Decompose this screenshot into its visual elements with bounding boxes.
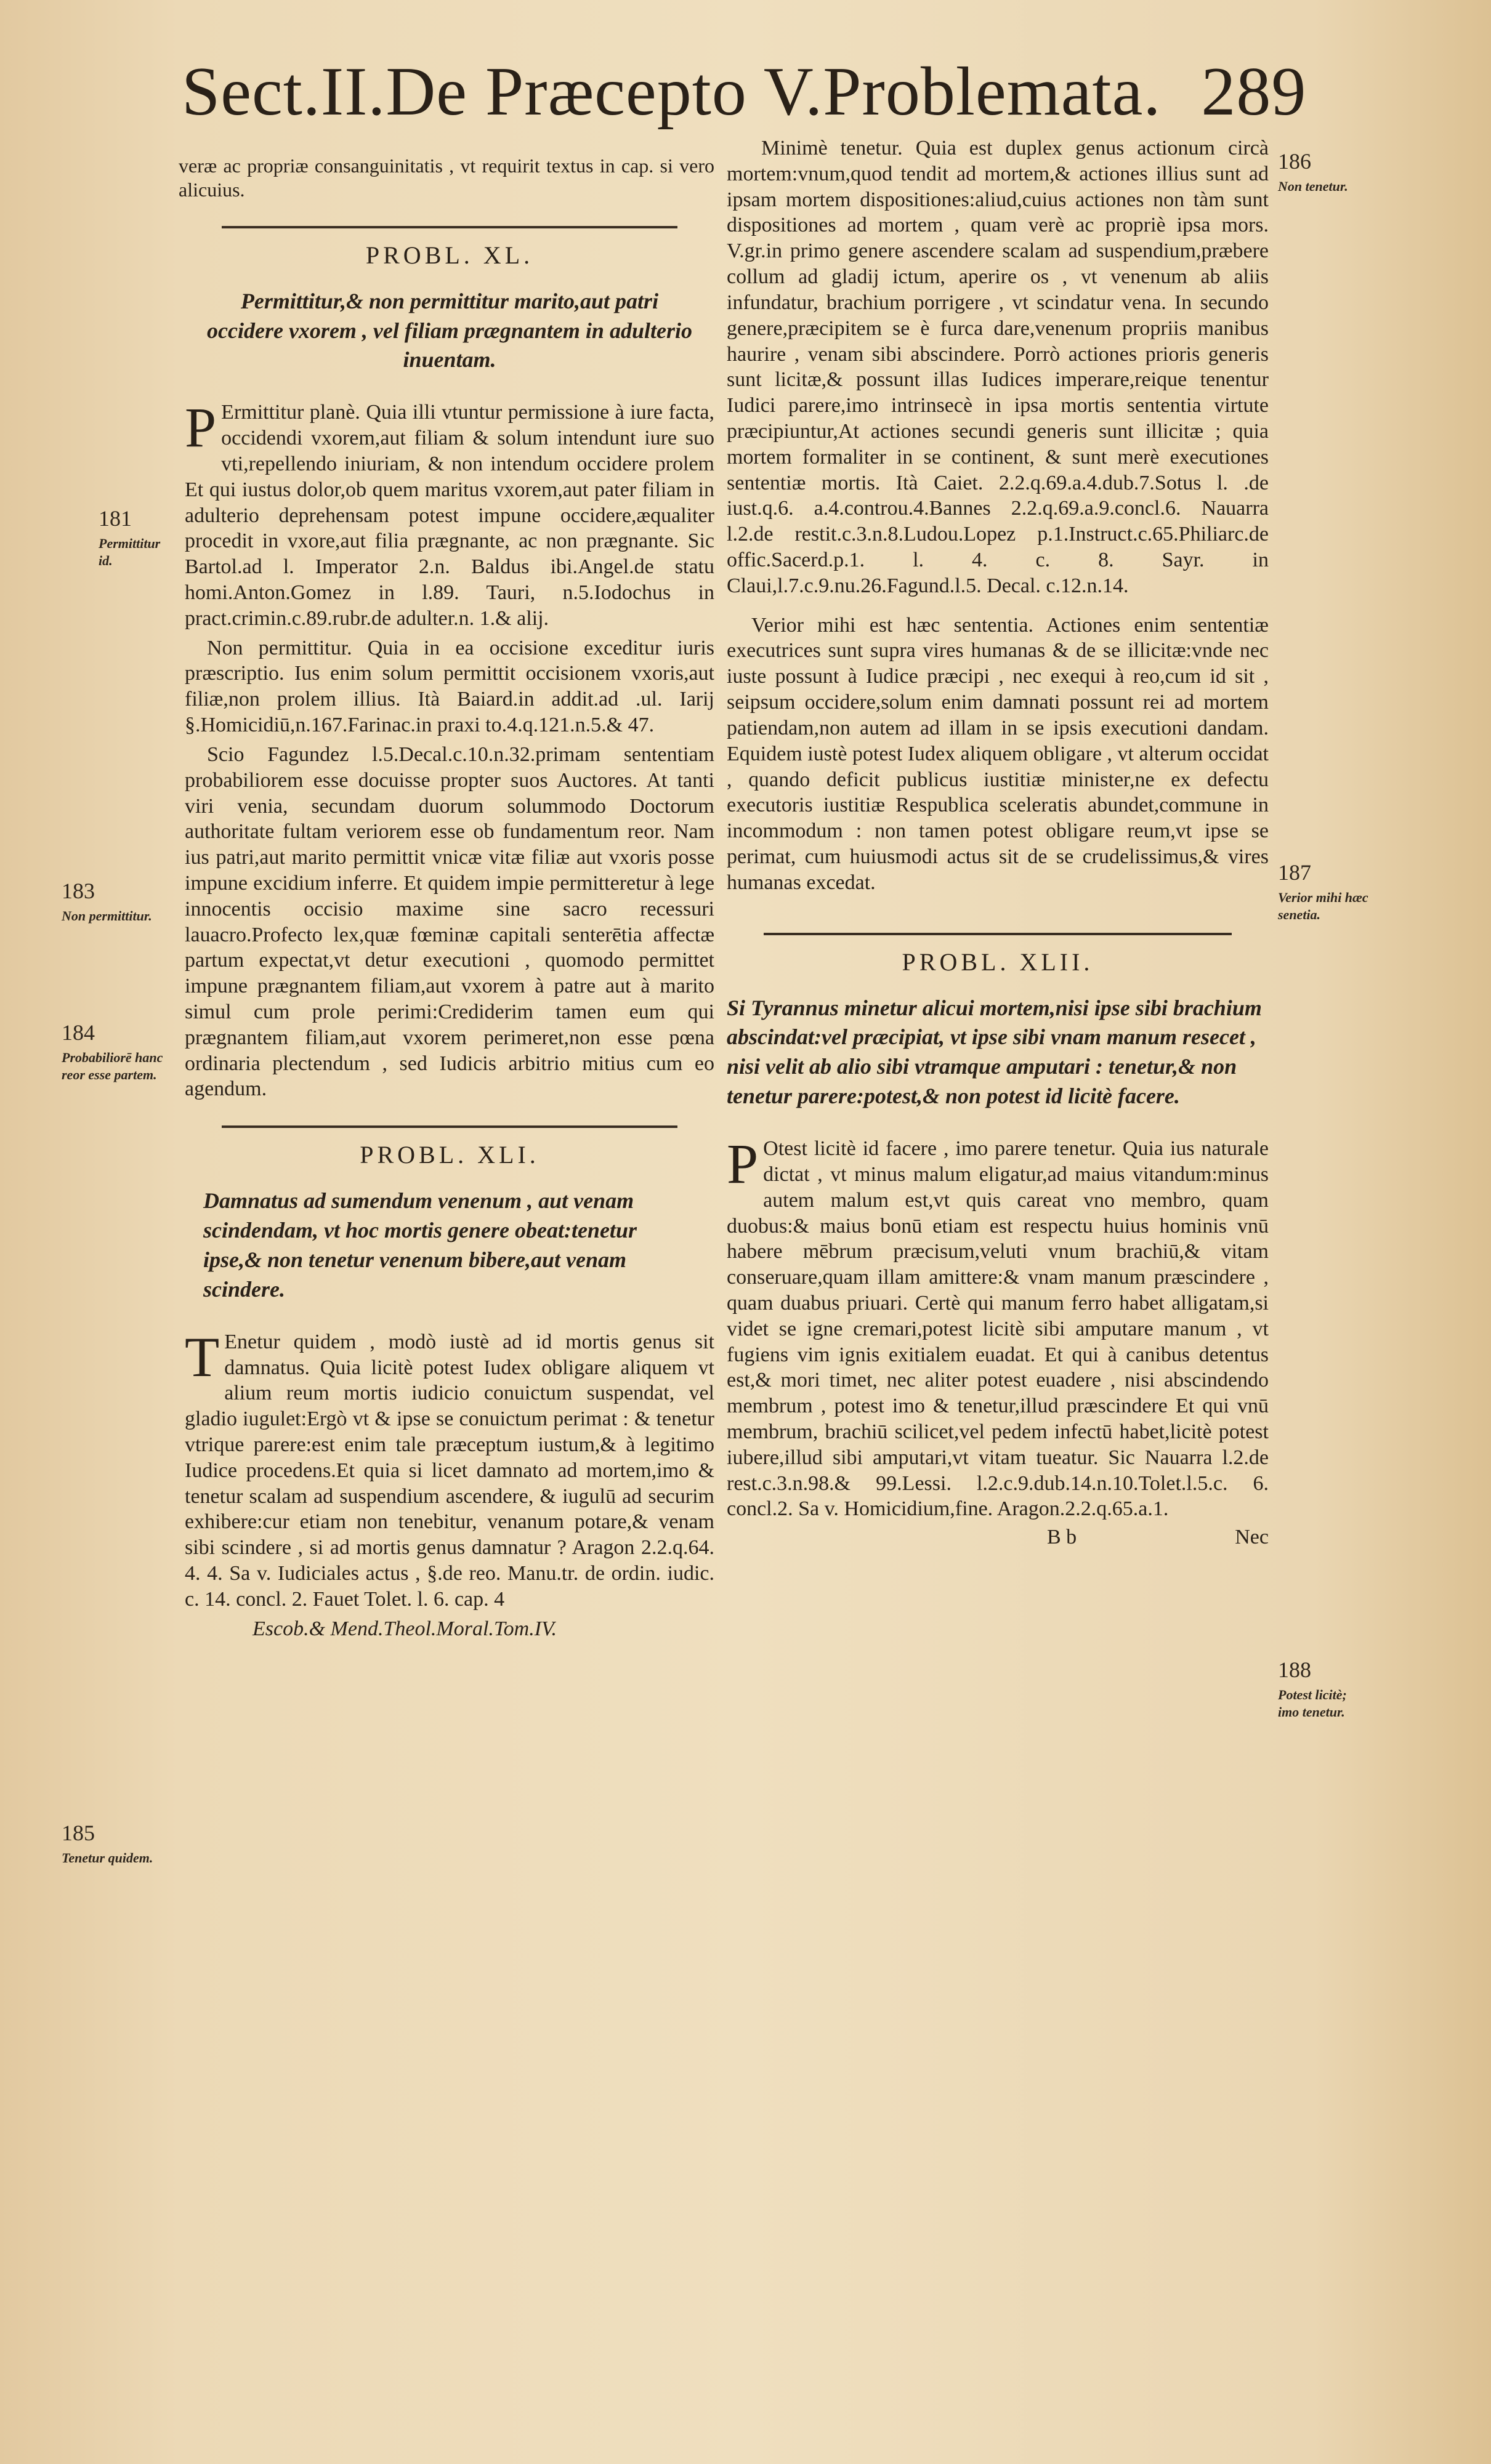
section-rule xyxy=(222,1125,677,1128)
running-header xyxy=(182,54,1307,130)
paragraph-184: Scio Fagundez l.5.Decal.c.10.n.32.primam sententiam probabiliorem esse docuisse propter suos Auctores. At tanti viri venia, secundam duorum solummodo Doctorum authoritate fultam veriorem esse ob fundamentum reor. Nam ius patri,aut marito permittit vnicæ vitæ filiæ aut vxoris posse impune excidium inferre. Et quidem impie permitteretur à lege innocentis occisio maxime sine sacro recessuri lauacro.Profecto lex,quæ fœminæ capitali senterētia affectæ partum expectat,vt detur executioni , quomodo permittet impune prægnantem filiam,aut vxorem à patre aut à marito simul cum prole perimi:Crediderim tamen eum qui prægnantem filiam,aut vxorem perimeret,non esse pœna ordinaria plectendum , sed Iudicis arbitrio mitius cum eo agendum. xyxy=(185,743,714,1101)
paragraph-183: Non permittitur. Quia in ea occisione exceditur iuris præscriptio. Ius enim solum permittit occisionem vxoris,aut filiæ,non prolem illius. Ità Baiard.in addit.ad .ul. Iarij §.Homicidiū,n.167.Farinac.in praxi to.4.q.121.n.5.& 47. xyxy=(185,636,714,737)
signature-mark: B b xyxy=(1047,1526,1077,1549)
gloss-187: 187 Verior mihi hæc senetia. xyxy=(1278,860,1368,922)
paragraph-186: Minimè tenetur. Quia est duplex genus actionum circà mortem:vnum,quod tendit ad mortem,& actiones illius sunt ad ipsam mortem dispositiones:aliud,cuius actiones non tàm sunt dispositiones ad mortem , quam verè ac propriè ipsa mors. V.gr.in primo genere ascendere scalam ad suspendium,præbere collum ad gladij ictum, aperire os , vt venenum ab aliis infundatur, brachium porrigere , vt scindatur vena. In secundo genere,præcipitem se è furca dare,venenum propriis manibus haurire , venam sibi abscindere. Porrò actiones prioris generis sunt licitæ,& possunt illas Iudices imperare,reique tenentur Iudici parere,imo intrinsecè in ipsa mortis sententia virtute præcipiuntur,At actiones secundi generis sunt illicitæ ; quia mortem formaliter in se continent, & sunt merè executiones sententiæ mortis. Ità Caiet. 2.2.q.69.a.4.dub.7.Sotus l. .de iust.q.6. a.4.controu.4.Bannes 2.2.q.69.a.9.concl.6. Nauarra l.2.de restit.c.3.n.8.Ludou.Lopez p.1.Instruct.c.65.Philiarc.de offic.Sacerd.p.1. l. 4. c. 8. Sayr. in Claui,l.7.c.9.nu.26.Fagund.l.5. Decal. c.12.n.14. xyxy=(727,137,1269,597)
gloss-181: 181 Permittitur id. xyxy=(99,506,161,568)
gloss-183: 183 Non permittitur. xyxy=(62,879,152,924)
gloss-184: 184 Probabiliorē hanc reor esse partem. xyxy=(62,1020,163,1082)
left-column xyxy=(179,154,714,1641)
section-rule xyxy=(764,933,1232,935)
footer-title: Escob.& Mend.Theol.Moral.Tom.IV. xyxy=(253,1617,557,1640)
paragraph-188: P Otest licitè id facere , imo parere tenetur. Quia ius naturale dictat , vt minus malum eligatur,ad maius vitandum:minus autem malum est,vt quis careat vno membro, quam duobus:& maius bonū etiam est respectu huius hominis vnū habere mēbrum præcisum,veluti vnum brachiū,& vitam conseruare,quam illam amittere:& vnam manum præscindere , quam duabus priuari. Certè qui manum ferro habet alligatam,si videt se igne cremari,potest licitè sibi amputare manum , vt fugiens vim ignis exitialem euadat. Et qui à canibus detentus est,& mori timet, nec aliter potest euadere , nisi abscindendo membrum , potest imo & tenetur,illud præscindere Et qui vnū membrum, brachiū scilicet,vel pedem infectū habet,licitè potest iubere,illud sibi amputari,vt vitam tueatur. Sic Nauarra l.2.de rest.c.3.n.98.& 99.Lessi. l.2.c.9.dub.14.n.10.Tolet.l.5.c. 6. concl.2. Sa v. Homicidium,fine. Aragon.2.2.q.65.a.1. xyxy=(727,1132,1269,1521)
section-rule xyxy=(222,226,677,228)
header-title: Sect.II.De Præcepto V.Problemata. xyxy=(182,54,1162,130)
probl-41-summary: Damnatus ad sumendum venenum , aut venam scindendam, vt hoc mortis genere obeat:tenetur ipse,& non tenetur venenum bibere,aut venam scindere. xyxy=(203,1188,637,1302)
paragraph-187: Verior mihi est hæc sententia. Actiones enim sententiæ executrices sunt supra vires humanas & de se illicitæ:vnde nec iuste possunt à Iudice præcipi , nec exequi à reo,cum id sit , seipsum occidere,solum enim damnati possunt rei ad mortem patiendam,non autem ad illam in se ipsis executioni dandam. Equidem iustè potest Iudex aliquem obligare , vt alterum occidat , quando deficit publicus iustitiæ minister,ne ex defectu executoris iustitiæ Respublica sceleratis abundet,commune in incommodum : non tamen potest obligare reum,vt ipse se perimat, cum huiusmodi actus sit de se crudelissimus,& vires humanas excedat. xyxy=(727,613,1269,894)
probl-42-heading: PROBL. XLII. xyxy=(902,948,1094,976)
gloss-188: 188 Potest licitè; imo tenetur. xyxy=(1278,1657,1347,1720)
probl-41-heading: PROBL. XLI. xyxy=(360,1141,539,1169)
probl-40-heading: PROBL. XL. xyxy=(365,241,534,269)
intro-text: veræ ac propriæ consanguinitatis , vt requirit textus in cap. si vero alicuius. xyxy=(179,155,714,201)
drop-cap: T xyxy=(185,1325,220,1388)
paragraph-181: P Ermittitur planè. Quia illi vtuntur permissione à iure facta, occidendi vxorem,aut filiam & solum intendunt iure suo vti,repellendo iniuriam, & non intendum occidere prolem Et qui iustus dolor,ob quem maritus vxorem,aut pater filiam in adulterio deprehensam potest impune occidere,æqualiter procedit in vxore,aut filia prægnante, ac non prægnante. Sic Bartol.ad l. Imperator 2.n. Baldus ibi.Angel.de statu homi.Anton.Gomez in l.89. Tauri, n.5.Iodochus in pract.crimin.c.89.rubr.de adulter.n. 1.& alij. xyxy=(185,396,714,630)
drop-cap: P xyxy=(185,396,217,459)
gloss-186: 186 Non tenetur. xyxy=(1278,149,1348,194)
probl-42-summary: Si Tyrannus minetur alicui mortem,nisi ipse sibi brachium abscindat:vel præcipiat, vt ipse sibi vnam manum resecet , nisi velit ab alio sibi vtramque amputari : tenetur,& non tenetur parere:potest,& non potest id licitè facere. xyxy=(727,995,1262,1109)
drop-cap: P xyxy=(727,1132,759,1196)
gloss-185: 185 Tenetur quidem. xyxy=(62,1821,153,1866)
paragraph-185: T Enetur quidem , modò iustè ad id mortis genus sit damnatus. Quia licitè potest Iudex obligare aliquem vt alium reum mortis iudicio conuictum suspendat, vel gladio iugulet:Ergò vt & ipse se conuictum perimat : & tenetur vtrique parere:est enim tale præceptum iustum,& à legitimo Iudice procedens.Et quia si licet damnato ad mortem,imo & tenetur scalam ad suspendium ascendere, & iugulū ad securim exhibere:cur etiam non tenebitur, venanum potare,& venam sibi scindere , si ad mortis genus damnatur ? Aragon 2.2.q.64. 4. 4. Sa v. Iudiciales actus , §.de reo. Manu.tr. de ordin. iudic. c. 14. concl. 2. Fauet Tolet. l. 6. cap. 4 xyxy=(185,1325,714,1611)
catchword: Nec xyxy=(1235,1526,1269,1549)
page-number: 289 xyxy=(1201,54,1307,130)
probl-40-summary: Permittitur,& non permittitur marito,aut patri occidere vxorem , vel filiam prægnantem in adulterio inuentam. xyxy=(207,288,692,372)
right-column xyxy=(727,135,1269,1550)
signature-line xyxy=(727,1526,1269,1550)
